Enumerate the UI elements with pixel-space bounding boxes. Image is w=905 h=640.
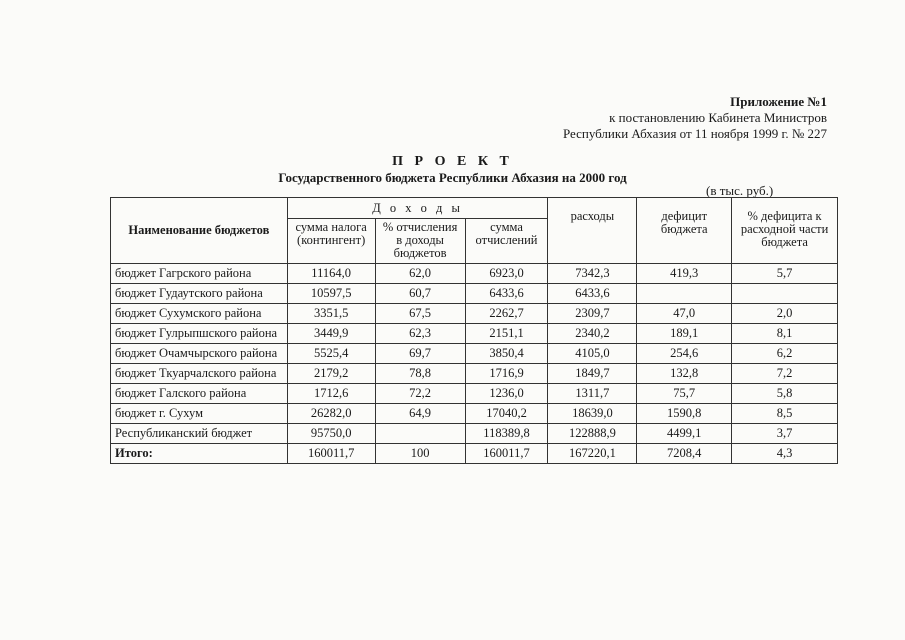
table-row (111, 284, 838, 304)
cell-tax: 11164,0 (287, 264, 375, 284)
cell-pct: 78,8 (375, 364, 465, 384)
cell-deficit-pct: 3,7 (732, 424, 838, 444)
table-row (111, 424, 838, 444)
cell-name: бюджет Гагрского района (111, 264, 288, 284)
header-deduction-pct: % отчисления в доходы бюджетов (375, 219, 465, 264)
cell-expenses: 7342,3 (548, 264, 637, 284)
table-row (111, 344, 838, 364)
cell-tax: 26282,0 (287, 404, 375, 424)
cell-expenses: 4105,0 (548, 344, 637, 364)
table-row (111, 324, 838, 344)
cell-expenses: 167220,1 (548, 444, 637, 464)
header-budget-name: Наименование бюджетов (111, 198, 288, 264)
cell-name: Республиканский бюджет (111, 424, 288, 444)
cell-name: бюджет Ткуарчалского района (111, 364, 288, 384)
header-expenses: расходы (548, 198, 637, 264)
annex-line-date: Республики Абхазия от 11 ноября 1999 г. № 227 (562, 126, 827, 141)
cell-deficit-pct: 5,8 (732, 384, 838, 404)
cell-deficit: 1590,8 (637, 404, 732, 424)
cell-pct: 64,9 (375, 404, 465, 424)
cell-expenses: 2340,2 (548, 324, 637, 344)
budget-table (110, 197, 838, 464)
header-deduction-sum: сумма отчислений (465, 219, 548, 264)
cell-deficit-pct (732, 284, 838, 304)
document-title (0, 153, 905, 186)
cell-deduction: 1236,0 (465, 384, 548, 404)
header-tax-sum: сумма налога (контингент) (287, 219, 375, 264)
cell-expenses: 122888,9 (548, 424, 637, 444)
annex-title: Приложение №1 (730, 94, 827, 109)
units-note: (в тыс. руб.) (706, 183, 774, 198)
cell-name: бюджет Очамчырского района (111, 344, 288, 364)
cell-deduction: 118389,8 (465, 424, 548, 444)
table-row (111, 264, 838, 284)
cell-deduction: 160011,7 (465, 444, 548, 464)
title-project: П Р О Е К Т (392, 154, 513, 169)
table-row (111, 304, 838, 324)
annex-line-decree: к постановлению Кабинета Министров (609, 110, 827, 125)
title-budget: Государственного бюджета Республики Абхазия на 2000 год (278, 170, 627, 185)
cell-deficit (637, 284, 732, 304)
cell-deficit-pct: 2,0 (732, 304, 838, 324)
cell-deduction: 2151,1 (465, 324, 548, 344)
cell-deficit: 7208,4 (637, 444, 732, 464)
cell-name: Итого: (111, 444, 288, 464)
cell-deficit: 132,8 (637, 364, 732, 384)
cell-tax: 3449,9 (287, 324, 375, 344)
header-income-group: Д о х о д ы (287, 198, 548, 219)
cell-tax: 3351,5 (287, 304, 375, 324)
cell-deduction: 17040,2 (465, 404, 548, 424)
cell-expenses: 2309,7 (548, 304, 637, 324)
cell-deduction: 6433,6 (465, 284, 548, 304)
annex-block (563, 94, 827, 142)
header-deficit-pct: % дефицита к расходной части бюджета (732, 198, 838, 264)
cell-pct: 69,7 (375, 344, 465, 364)
cell-name: бюджет Сухумского района (111, 304, 288, 324)
cell-tax: 1712,6 (287, 384, 375, 404)
cell-expenses: 1311,7 (548, 384, 637, 404)
cell-deficit-pct: 5,7 (732, 264, 838, 284)
cell-name: бюджет Гудаутского района (111, 284, 288, 304)
cell-deficit: 189,1 (637, 324, 732, 344)
cell-pct: 62,0 (375, 264, 465, 284)
cell-name: бюджет г. Сухум (111, 404, 288, 424)
cell-deficit: 47,0 (637, 304, 732, 324)
cell-deduction: 2262,7 (465, 304, 548, 324)
cell-pct: 100 (375, 444, 465, 464)
cell-deficit-pct: 8,1 (732, 324, 838, 344)
cell-deficit: 254,6 (637, 344, 732, 364)
cell-deficit: 419,3 (637, 264, 732, 284)
cell-pct: 67,5 (375, 304, 465, 324)
cell-expenses: 6433,6 (548, 284, 637, 304)
cell-expenses: 1849,7 (548, 364, 637, 384)
header-deficit: дефицит бюджета (637, 198, 732, 264)
table-row (111, 404, 838, 424)
cell-expenses: 18639,0 (548, 404, 637, 424)
cell-deduction: 3850,4 (465, 344, 548, 364)
cell-tax: 95750,0 (287, 424, 375, 444)
table-row (111, 384, 838, 404)
cell-deficit-pct: 7,2 (732, 364, 838, 384)
cell-pct: 72,2 (375, 384, 465, 404)
table-row (111, 364, 838, 384)
cell-deduction: 1716,9 (465, 364, 548, 384)
cell-deficit-pct: 8,5 (732, 404, 838, 424)
cell-deficit-pct: 4,3 (732, 444, 838, 464)
cell-pct: 60,7 (375, 284, 465, 304)
cell-tax: 10597,5 (287, 284, 375, 304)
cell-deficit-pct: 6,2 (732, 344, 838, 364)
cell-name: бюджет Гулрыпшского района (111, 324, 288, 344)
cell-pct: 62,3 (375, 324, 465, 344)
cell-deficit: 4499,1 (637, 424, 732, 444)
cell-tax: 2179,2 (287, 364, 375, 384)
cell-name: бюджет Галского района (111, 384, 288, 404)
total-row (111, 444, 838, 464)
cell-tax: 160011,7 (287, 444, 375, 464)
cell-tax: 5525,4 (287, 344, 375, 364)
cell-pct (375, 424, 465, 444)
cell-deficit: 75,7 (637, 384, 732, 404)
cell-deduction: 6923,0 (465, 264, 548, 284)
